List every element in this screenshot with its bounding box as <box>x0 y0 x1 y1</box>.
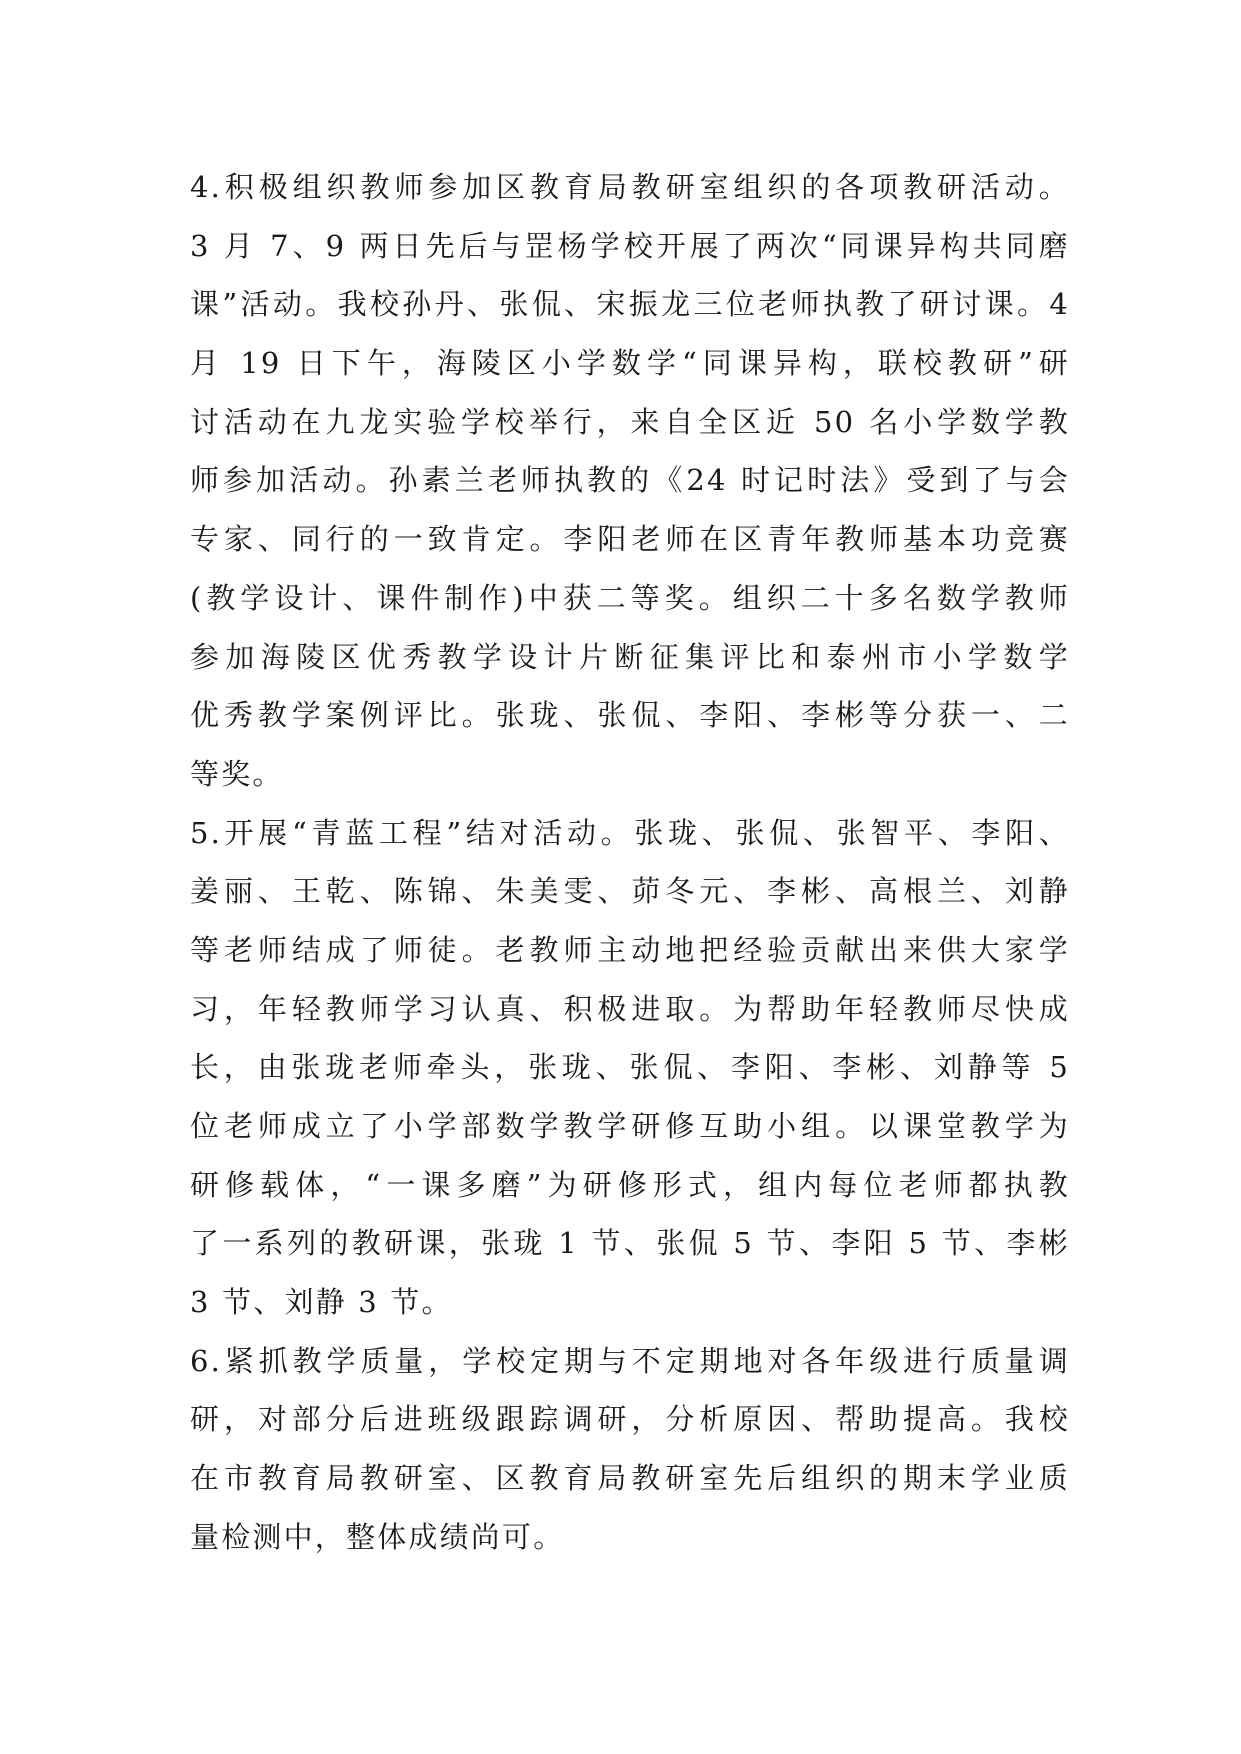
paragraph-4-line-4: 月 19 日下午，海陵区小学数学“同课异构，联校教研”研 <box>190 346 1070 381</box>
paragraph-5-line-6: 位老师成立了小学部数学教学研修互助小组。以课堂教学为 <box>190 1109 1070 1143</box>
paragraph-5-line-7: 研修载体，“一课多磨”为研修形式，组内每位老师都执教 <box>190 1167 1070 1202</box>
paragraph-5-line-2: 姜丽、王乾、陈锦、朱美雯、茆冬元、李彬、高根兰、刘静 <box>190 874 1070 909</box>
paragraph-4-line-5: 讨活动在九龙实验学校举行，来自全区近 50 名小学数学教 <box>190 404 1070 439</box>
paragraph-4-line-8: (教学设计、课件制作)中获二等奖。组织二十多名数学教师 <box>190 580 1070 615</box>
paragraph-4-line-7: 专家、同行的一致肯定。李阳老师在区青年教师基本功竞赛 <box>190 522 1070 557</box>
paragraph-4-line-2: 3 月 7、9 两日先后与罡杨学校开展了两次“同课异构共同磨 <box>190 228 1070 263</box>
paragraph-4-line-1: 4.积极组织教师参加区教育局教研室组织的各项教研活动。 <box>190 170 1070 204</box>
paragraph-5-line-1: 5.开展“青蓝工程”结对活动。张珑、张侃、张智平、李阳、 <box>190 815 1070 850</box>
paragraph-6-line-4: 量检测中，整体成绩尚可。 <box>190 1519 565 1554</box>
paragraph-5-line-3: 等老师结成了师徒。老教师主动地把经验贡献出来供大家学 <box>190 932 1070 967</box>
paragraph-4-line-11: 等奖。 <box>190 756 284 791</box>
paragraph-6-line-1: 6.紧抓教学质量，学校定期与不定期地对各年级进行质量调 <box>190 1343 1070 1378</box>
paragraph-4-line-10: 优秀教学案例评比。张珑、张侃、李阳、李彬等分获一、二 <box>190 698 1070 733</box>
paragraph-4-line-9: 参加海陵区优秀教学设计片断征集评比和泰州市小学数学 <box>190 639 1070 674</box>
paragraph-6-line-2: 研，对部分后进班级跟踪调研，分析原因、帮助提高。我校 <box>190 1402 1070 1437</box>
paragraph-5-line-4: 习，年轻教师学习认真、积极进取。为帮助年轻教师尽快成 <box>190 991 1070 1026</box>
paragraph-6-line-3: 在市教育局教研室、区教育局教研室先后组织的期末学业质 <box>190 1461 1070 1496</box>
paragraph-4-line-3: 课”活动。我校孙丹、张侃、宋振龙三位老师执教了研讨课。4 <box>190 287 1070 322</box>
paragraph-5-line-9: 3 节、刘静 3 节。 <box>190 1285 453 1320</box>
paragraph-4-line-6: 师参加活动。孙素兰老师执教的《24 时记时法》受到了与会 <box>190 463 1070 498</box>
paragraph-5-line-5: 长，由张珑老师牵头，张珑、张侃、李阳、李彬、刘静等 5 <box>190 1050 1070 1085</box>
paragraph-5-line-8: 了一系列的教研课，张珑 1 节、张侃 5 节、李阳 5 节、李彬 <box>190 1226 1070 1261</box>
document-body <box>190 158 1070 1567</box>
